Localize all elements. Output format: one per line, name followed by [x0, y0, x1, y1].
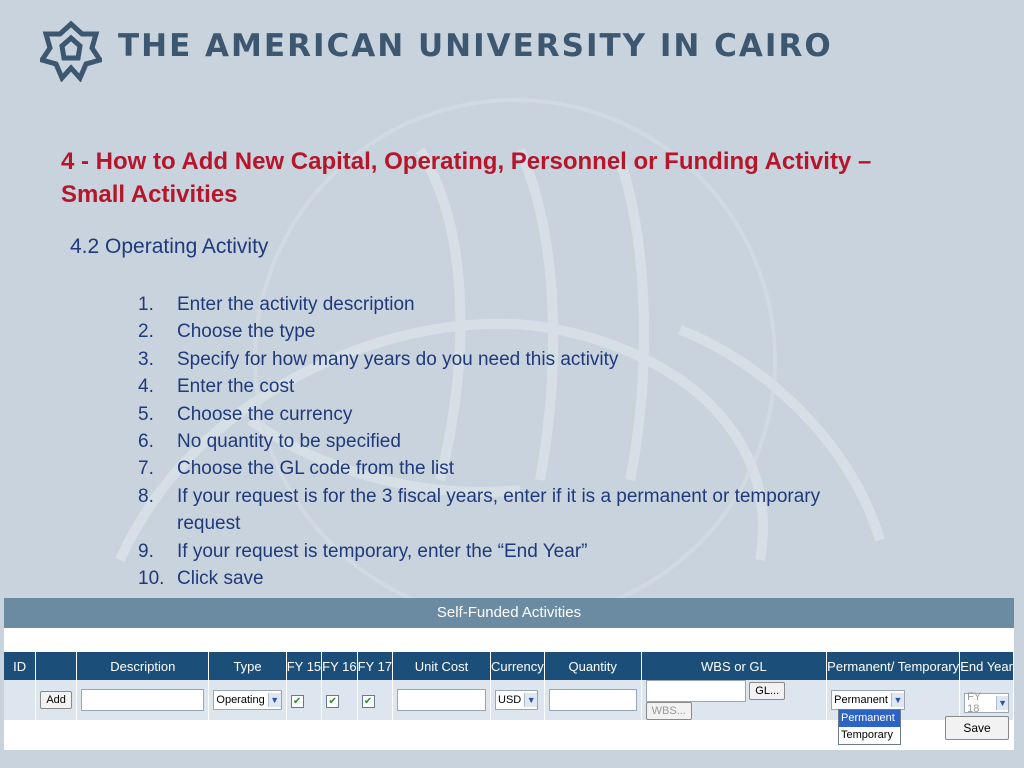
- list-item: 5. Choose the currency: [138, 403, 353, 425]
- col-quantity: Quantity: [544, 652, 641, 680]
- table-header-row: [4, 652, 1014, 680]
- university-name: THE AMERICAN UNIVERSITY IN CAIRO: [118, 28, 833, 64]
- list-item: 3. Specify for how many years do you need this activity: [138, 348, 619, 370]
- currency-select[interactable]: USD ▼: [495, 690, 538, 710]
- fy17-checkbox[interactable]: ✔: [362, 695, 375, 708]
- list-item: 1. Enter the activity description: [138, 294, 415, 315]
- gl-button[interactable]: GL...: [749, 682, 785, 700]
- option-temporary[interactable]: Temporary: [841, 729, 893, 741]
- col-description: Description: [77, 652, 209, 680]
- quantity-cell: [544, 680, 641, 720]
- type-select[interactable]: Operating ▼: [213, 690, 281, 710]
- end-year-select[interactable]: FY 18 ▼: [964, 693, 1009, 713]
- list-item: 9. If your request is temporary, enter the “End Year”: [138, 540, 588, 562]
- fy17-cell: [357, 680, 392, 720]
- unit-cost-input[interactable]: [397, 689, 486, 711]
- fy16-checkbox[interactable]: ✔: [326, 695, 339, 708]
- wbs-gl-cell: [641, 680, 827, 720]
- list-item: 6. No quantity to be specified: [138, 431, 401, 453]
- col-unit-cost: Unit Cost: [393, 652, 491, 680]
- col-permanent-temporary: Permanent/ Temporary: [827, 652, 960, 680]
- chevron-down-icon: ▼: [891, 693, 904, 707]
- wbs-gl-input[interactable]: [646, 680, 746, 702]
- slide-title: 4 - How to Add New Capital, Operating, Personnel or Funding Activity – Small Activities: [61, 148, 872, 208]
- fy15-cell: [286, 680, 321, 720]
- currency-cell: [491, 680, 545, 720]
- list-item: 7. Choose the GL code from the list: [138, 458, 455, 480]
- fy15-checkbox[interactable]: ✔: [291, 695, 304, 708]
- col-currency: Currency: [491, 652, 545, 680]
- panel-title: Self-Funded Activities: [4, 598, 1014, 628]
- list-item: 4. Enter the cost: [138, 376, 295, 398]
- add-button[interactable]: Add: [40, 691, 72, 709]
- permanent-temporary-dropdown: [838, 709, 901, 745]
- auc-logo-icon: [40, 20, 102, 82]
- permanent-temporary-select[interactable]: Permanent ▼: [831, 690, 905, 710]
- fy16-cell: [322, 680, 357, 720]
- col-fy15: FY 15: [286, 652, 321, 680]
- save-button[interactable]: Save: [945, 716, 1009, 740]
- add-cell: [36, 680, 77, 720]
- col-fy17: FY 17: [357, 652, 392, 680]
- col-id: ID: [4, 652, 36, 680]
- header: [0, 0, 1024, 90]
- end-year-cell: [960, 680, 1014, 720]
- col-fy16: FY 16: [322, 652, 357, 680]
- id-cell: [4, 680, 36, 720]
- chevron-down-icon: ▼: [524, 693, 537, 707]
- option-permanent[interactable]: Permanent: [839, 710, 900, 727]
- col-wbs-gl: WBS or GL: [641, 652, 827, 680]
- slide-subtitle: 4.2 Operating Activity: [70, 235, 269, 258]
- list-item: 10. Click save: [138, 568, 264, 590]
- quantity-input[interactable]: [549, 689, 637, 711]
- chevron-down-icon: ▼: [268, 693, 281, 707]
- steps-list: [138, 291, 838, 592]
- description-cell: [77, 680, 209, 720]
- description-input[interactable]: [81, 689, 204, 711]
- type-cell: [209, 680, 286, 720]
- col-type: Type: [209, 652, 286, 680]
- chevron-down-icon: ▼: [998, 697, 1008, 708]
- col-end-year: End Year: [960, 652, 1014, 680]
- wbs-button[interactable]: WBS...: [646, 702, 692, 720]
- col-action: [36, 652, 77, 680]
- list-item: 2. Choose the type: [138, 321, 316, 343]
- list-item: 8. If your request is for the 3 fiscal years, enter if it is a permanent or temporary request: [138, 485, 821, 535]
- unit-cost-cell: [393, 680, 491, 720]
